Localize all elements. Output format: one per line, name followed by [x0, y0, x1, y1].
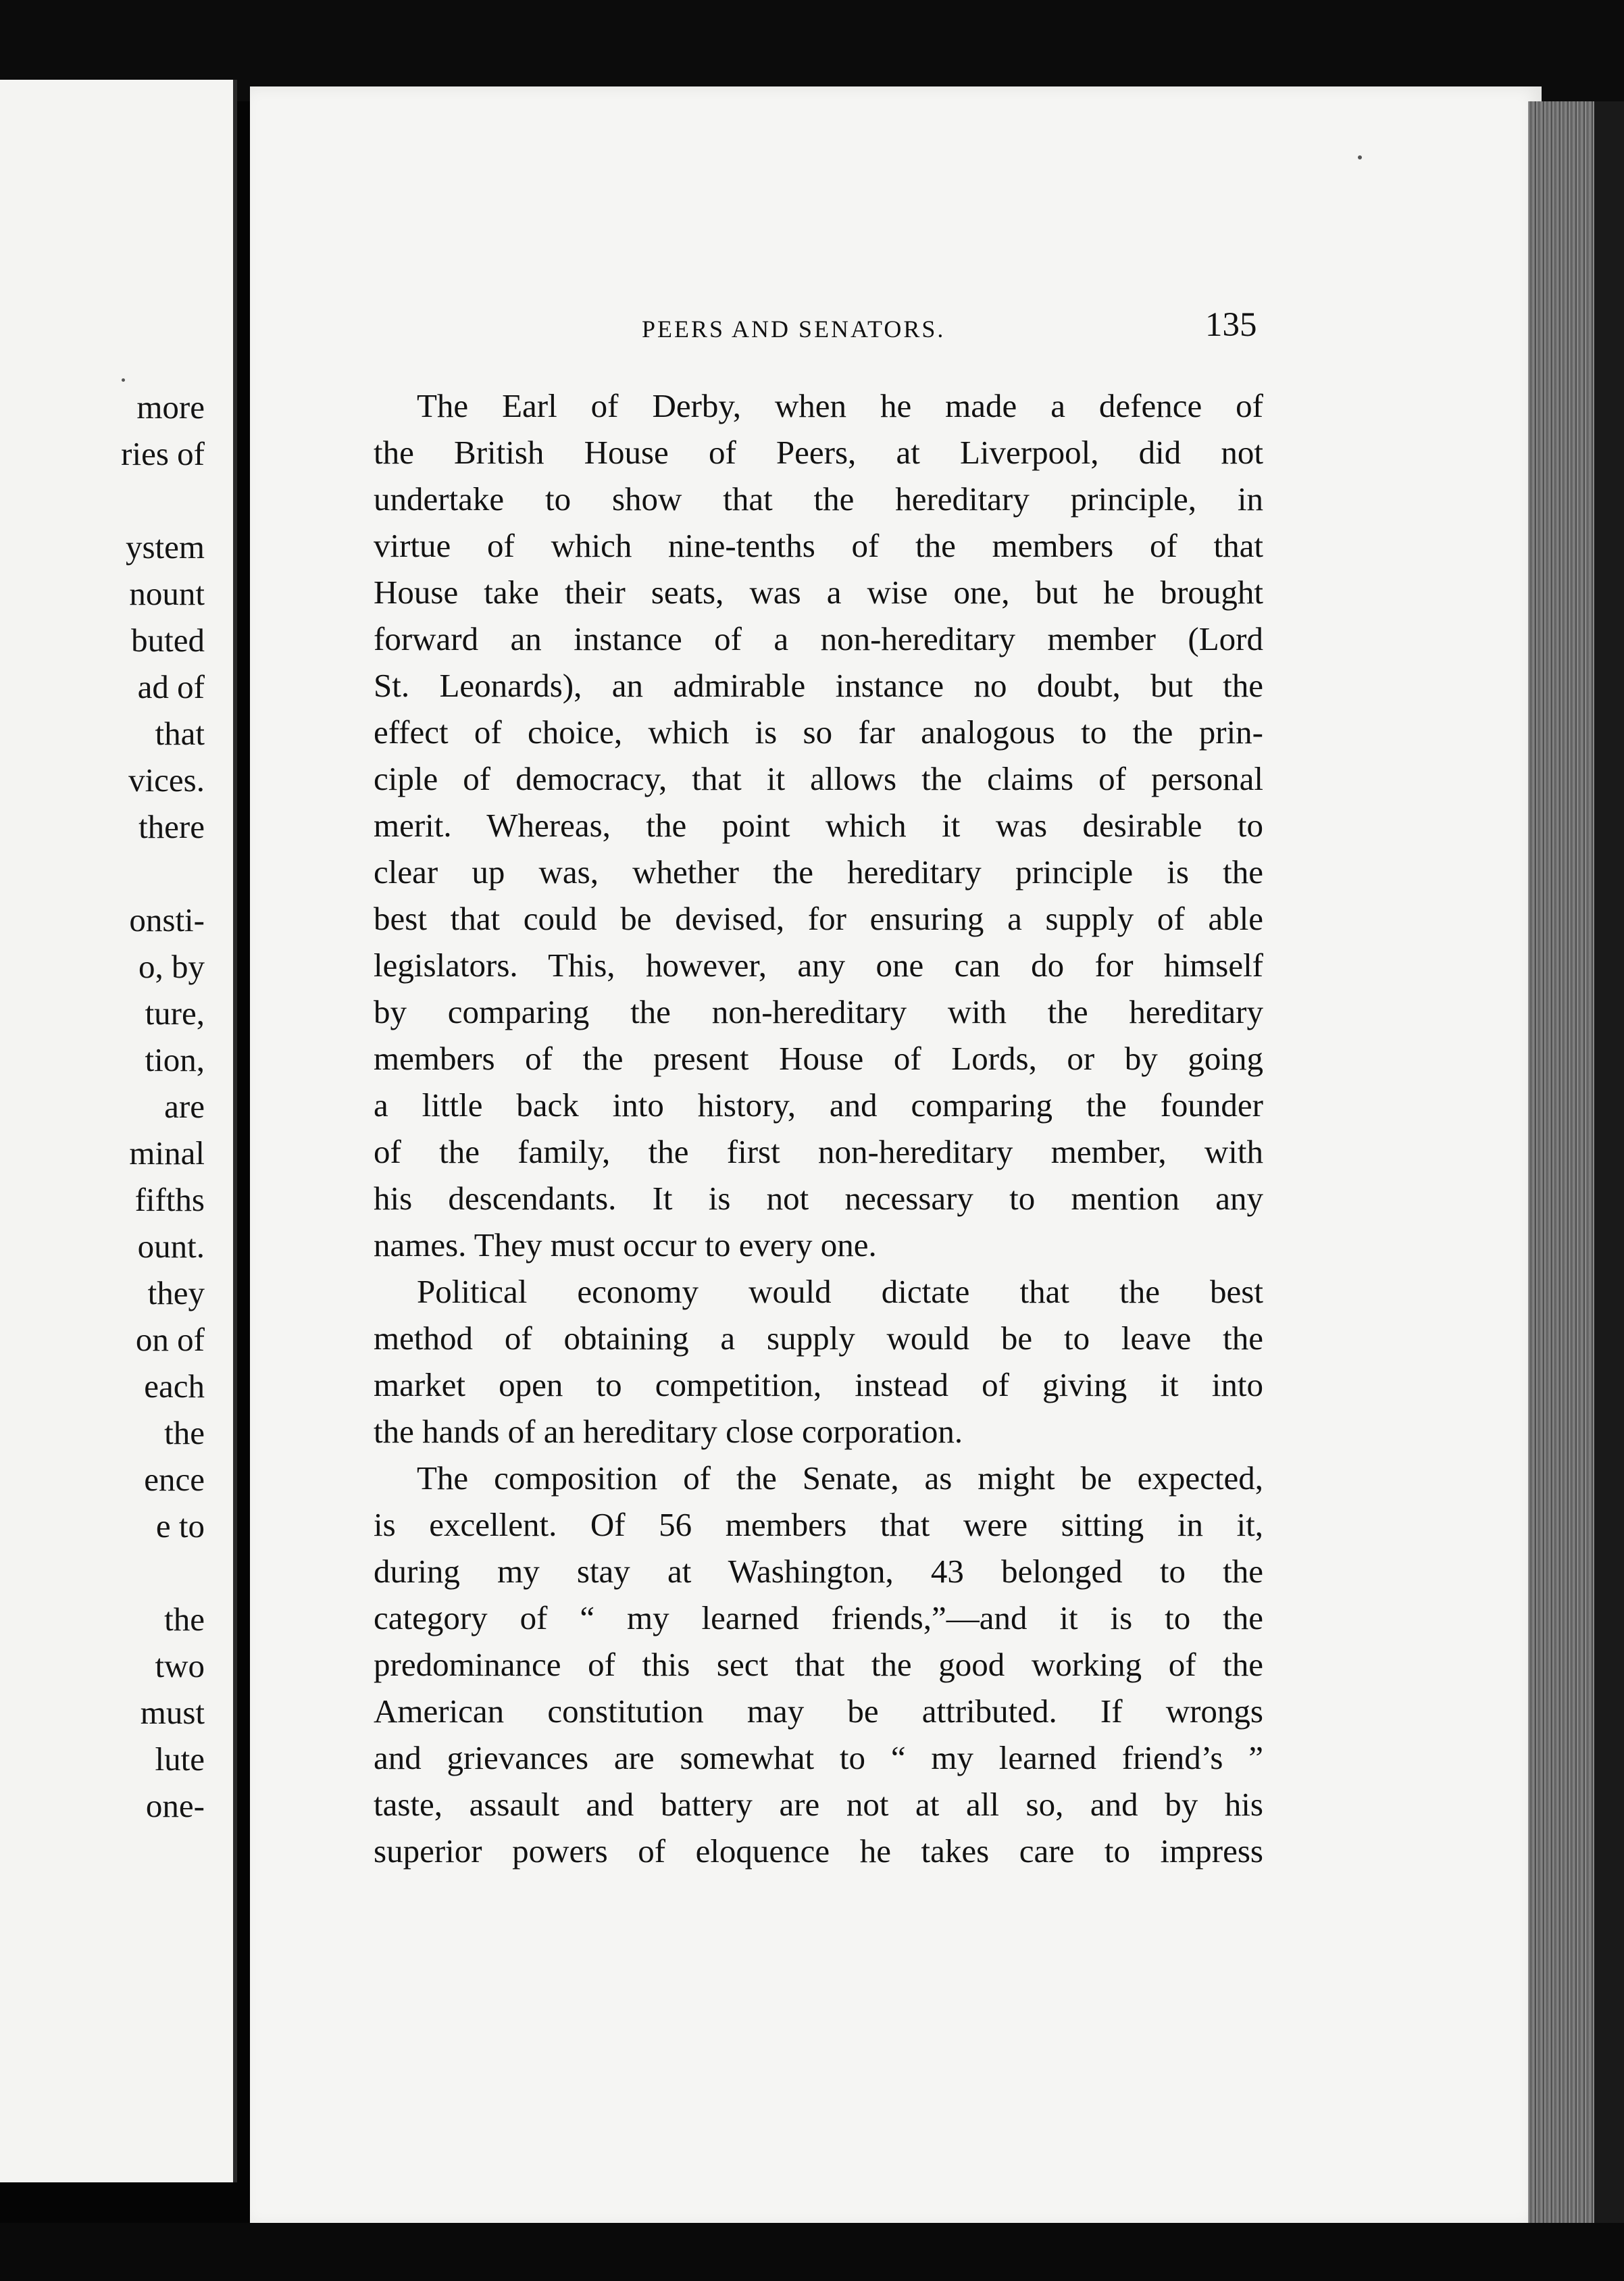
- left-page-line: each: [144, 1368, 205, 1405]
- body-text-line: names. They must occur to every one.: [374, 1226, 877, 1263]
- left-page-line: the: [164, 1601, 205, 1638]
- left-page-line: that: [155, 715, 205, 752]
- body-text-line: taste, assault and battery are not at all so, and by his: [374, 1786, 1263, 1823]
- scan-bottom-shadow: [0, 2223, 1624, 2281]
- body-text-line: American constitution may be attributed. If wrongs: [374, 1693, 1263, 1730]
- left-page-line: one-: [145, 1787, 205, 1824]
- body-text-line: category of “ my learned friends,”—and it is to the: [374, 1599, 1263, 1636]
- body-text-line: forward an instance of a non-hereditary member (Lord: [374, 620, 1263, 657]
- body-text-line: legislators. This, however, any one can do for himself: [374, 947, 1263, 984]
- body-text-line: undertake to show that the hereditary principle, in: [374, 480, 1263, 518]
- body-text-line: The composition of the Senate, as might be expected,: [417, 1459, 1263, 1497]
- left-page: [0, 80, 237, 2182]
- body-text-line: and grievances are somewhat to “ my learned friend’s ”: [374, 1739, 1263, 1776]
- left-page-line: buted: [131, 622, 205, 659]
- left-page-line: tion,: [145, 1041, 205, 1078]
- left-page-line: the: [164, 1414, 205, 1451]
- left-page-line: lute: [155, 1740, 205, 1778]
- body-text-line: clear up was, whether the hereditary principle is the: [374, 853, 1263, 891]
- left-page-line: ount.: [137, 1228, 205, 1265]
- body-text-line: is excellent. Of 56 members that were sitting in it,: [374, 1506, 1263, 1543]
- scan-speck: [122, 378, 125, 382]
- body-text-line: virtue of which nine-tenths of the members of that: [374, 527, 1263, 564]
- body-text-line: market open to competition, instead of giving it into: [374, 1366, 1263, 1403]
- left-page-line: nount: [129, 575, 205, 612]
- left-page-line: fifths: [134, 1181, 205, 1218]
- book-spine-shadow: [1594, 101, 1624, 2281]
- body-text-line: members of the present House of Lords, or by going: [374, 1040, 1263, 1077]
- scan-speck: [1358, 155, 1362, 159]
- left-page-line: minal: [129, 1134, 205, 1172]
- left-page-line: on of: [135, 1321, 205, 1358]
- left-page-line: vices.: [128, 761, 205, 799]
- running-head: PEERS AND SENATORS.: [642, 316, 946, 343]
- left-page-line: o, by: [138, 948, 205, 985]
- left-page-line: are: [164, 1088, 205, 1125]
- body-text-line: the British House of Peers, at Liverpool, did not: [374, 434, 1263, 471]
- left-page-line: e to: [155, 1507, 205, 1545]
- left-page-line: more: [136, 388, 205, 426]
- left-page-line: ence: [144, 1461, 205, 1498]
- body-text-line: superior powers of eloquence he takes care to impress: [374, 1832, 1263, 1870]
- body-text-line: method of obtaining a supply would be to leave the: [374, 1320, 1263, 1357]
- left-page-line: they: [147, 1274, 205, 1311]
- body-text-line: a little back into history, and comparing the founder: [374, 1086, 1263, 1124]
- body-text-line: St. Leonards), an admirable instance no doubt, but the: [374, 667, 1263, 704]
- left-page-line: two: [155, 1647, 205, 1684]
- left-page-line: onsti-: [129, 901, 205, 938]
- body-text-line: ciple of democracy, that it allows the claims of personal: [374, 760, 1263, 797]
- body-text-line: by comparing the non-hereditary with the hereditary: [374, 993, 1263, 1030]
- body-text-line: during my stay at Washington, 43 belonged to the: [374, 1553, 1263, 1590]
- left-page-line: ture,: [145, 995, 205, 1032]
- body-text-line: merit. Whereas, the point which it was desirable to: [374, 807, 1263, 844]
- left-page-line: there: [138, 808, 205, 845]
- body-text-line: of the family, the first non-hereditary member, with: [374, 1133, 1263, 1170]
- left-page-line: must: [140, 1694, 205, 1731]
- body-text-line: Political economy would dictate that the best: [417, 1273, 1263, 1310]
- left-page-line: ystem: [125, 528, 205, 566]
- body-text-line: House take their seats, was a wise one, but he brought: [374, 574, 1263, 611]
- body-text-line: predominance of this sect that the good working of the: [374, 1646, 1263, 1683]
- page-number: 135: [1205, 306, 1257, 344]
- body-text-line: The Earl of Derby, when he made a defence of: [417, 387, 1263, 424]
- body-text-line: his descendants. It is not necessary to mention any: [374, 1180, 1263, 1217]
- body-text-line: the hands of an hereditary close corporation.: [374, 1413, 963, 1450]
- body-text-line: effect of choice, which is so far analogous to the prin-: [374, 713, 1263, 751]
- left-page-line: ad of: [137, 668, 205, 705]
- body-text-line: best that could be devised, for ensuring a supply of able: [374, 900, 1263, 937]
- left-page-line: ries of: [121, 435, 205, 472]
